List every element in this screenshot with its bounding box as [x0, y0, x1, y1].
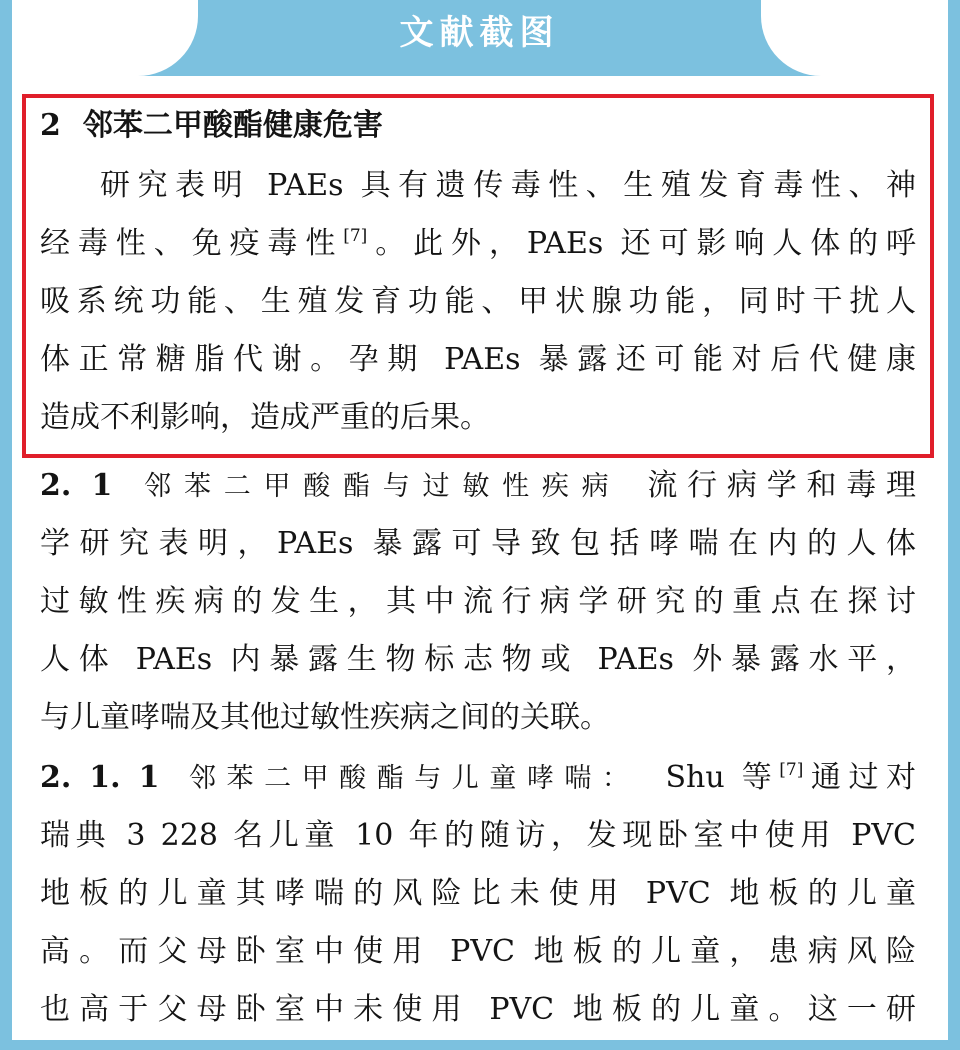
subsection-number: 2. 1: [40, 468, 113, 503]
citation-ref: [7]: [343, 226, 368, 246]
paragraph-line: 吸系统功能、生殖发育功能、甲状腺功能，同时干扰人: [40, 284, 916, 319]
paragraph-line: 人体 PAEs 内暴露生物标志物或 PAEs 外暴露水平，: [40, 642, 916, 677]
paragraph-line: 与儿童哮喘及其他过敏性疾病之间的关联。: [40, 700, 610, 735]
subsubsection-number: 2. 1. 1: [40, 760, 160, 795]
section-title: 邻苯二甲酸酯健康危害: [82, 108, 383, 143]
citation-ref: [7]: [779, 760, 804, 780]
paragraph-line: 也高于父母卧室中未使用 PVC 地板的儿童。这一研: [40, 992, 916, 1027]
subsection-line: 2. 1 邻苯二甲酸酯与过敏性疾病 流行病学和毒理: [40, 468, 916, 503]
page-shoulder-right: [761, 0, 948, 76]
paragraph-line: 高。而父母卧室中使用 PVC 地板的儿童，患病风险: [40, 934, 916, 969]
page-shoulder-left: [12, 0, 198, 76]
subsection-title: 邻苯二甲酸酯与过敏性疾病: [134, 471, 622, 502]
subsubsection-title: 邻苯二甲酸酯与儿童哮喘：: [181, 763, 640, 794]
header-title: 文献截图: [399, 13, 560, 53]
paragraph-line: 研究表明 PAEs 具有遗传毒性、生殖发育毒性、神: [100, 168, 916, 203]
paragraph-line: 造成不利影响，造成严重的后果。: [40, 400, 490, 435]
paragraph-line: 体正常糖脂代谢。孕期 PAEs 暴露还可能对后代健康: [40, 342, 916, 377]
subsubsection-line: 2. 1. 1 邻苯二甲酸酯与儿童哮喘： Shu 等[7]通过对: [40, 760, 917, 795]
section-heading: [40, 98, 916, 154]
paragraph-line: 瑞典 3 228 名儿童 10 年的随访，发现卧室中使用 PVC: [40, 818, 916, 853]
paragraph-line: 地板的儿童其哮喘的风险比未使用 PVC 地板的儿童: [40, 876, 916, 911]
paragraph-line: 经毒性、免疫毒性[7]。此外，PAEs 还可影响人体的呼: [40, 226, 916, 261]
paragraph-line: 过敏性疾病的发生，其中流行病学研究的重点在探讨: [40, 584, 916, 619]
paragraph-line: 学研究表明，PAEs 暴露可导致包括哮喘在内的人体: [40, 526, 916, 561]
section-number: 2: [40, 108, 61, 143]
